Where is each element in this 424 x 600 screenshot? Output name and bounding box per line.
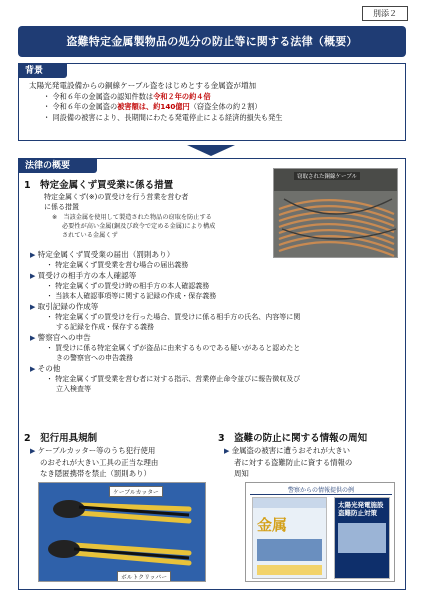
poster-big-text: 金属 xyxy=(257,516,288,534)
section2-text: のおそれが大きい工具の正当な理由 xyxy=(40,458,159,467)
annex-tag: 別添２ xyxy=(362,6,408,21)
tool2-label: ボルトクリッパー xyxy=(117,571,171,582)
cutter-tools-image xyxy=(39,483,206,582)
item-sub: ・ 特定金属くずの買受けを行った場合、買受けに係る相手方の氏名、内容等に関 xyxy=(46,313,301,321)
background-bullet: ・ 同設備の被害により、長期間にわたる発電停止による経済的損失も発生 xyxy=(43,112,283,122)
item-notification: ▶ 特定金属くず買受業の届出（罰則あり） xyxy=(30,250,175,259)
background-bullet: ・ 令和６年の金属盗の被害額は、約140億円（窃盗全体の約２割） xyxy=(43,102,262,111)
poster-side-panel xyxy=(334,497,390,579)
page-title: 盗難特定金属製物品の処分の防止等に関する法律（概要） xyxy=(18,26,406,57)
section2-title: 2 犯行用具規制 xyxy=(24,433,98,444)
section3-text: 周知 xyxy=(234,469,249,478)
section3-title: 3 盗難の防止に関する情報の周知 xyxy=(218,433,368,444)
down-arrow-icon xyxy=(187,145,235,156)
item-sub: 立入検査等 xyxy=(56,385,91,393)
law-overview-heading: 法律の概要 xyxy=(19,159,97,173)
section2-text: ▶ ケーブルカッター等のうち犯行使用 xyxy=(30,446,156,455)
section1-note: されている金属くず xyxy=(62,232,118,239)
section1-title: 1 特定金属くず買受業に係る措置 xyxy=(24,180,174,191)
background-lead: 太陽光発電設備からの銅線ケーブル盗をはじめとする金属盗が増加 xyxy=(29,81,257,90)
item-sub: きの警察官への申告義務 xyxy=(56,354,133,362)
photo1-caption: 窃取された銅線ケーブル xyxy=(294,172,360,180)
item-transaction-record: ▶ 取引記録の作成等 xyxy=(30,302,99,311)
background-heading: 背景 xyxy=(19,64,67,78)
item-sub: する記録を作成・保存する義務 xyxy=(56,323,154,331)
poster-side-text: 太陽光発電施設 盗難防止対策 xyxy=(338,501,384,517)
triangle-icon: ▶ xyxy=(224,447,230,455)
triangle-icon: ▶ xyxy=(30,303,36,311)
section1-note: 必要性が高い金属(銅及び政令で定める金属)により構成 xyxy=(62,223,216,230)
triangle-icon: ▶ xyxy=(30,365,36,373)
police-poster-image xyxy=(245,482,395,582)
triangle-icon: ▶ xyxy=(30,251,36,259)
background-bullet: ・ 令和６年の金属盗の認知件数は令和２年の約４倍 xyxy=(43,91,211,101)
item-other: ▶ その他 xyxy=(30,364,61,373)
tools-photo xyxy=(38,482,206,582)
triangle-icon: ▶ xyxy=(30,272,36,280)
background-section xyxy=(18,63,406,141)
triangle-icon: ▶ xyxy=(30,447,36,455)
item-sub: ・ 買受けに係る特定金属くずが盗品に由来するものである疑いがあると認めたと xyxy=(46,344,301,352)
tool1-label: ケーブルカッター xyxy=(109,486,163,497)
triangle-icon: ▶ xyxy=(30,334,36,342)
poster-flyer xyxy=(252,497,327,579)
poster-header: 警察からの情報提供の例 xyxy=(250,485,392,495)
cable-coil-image xyxy=(274,169,398,258)
item-sub: ・ 特定金属くず買受業を営む場合の届出義務 xyxy=(46,261,189,269)
section1-desc: 特定金属くず(※)の買受けを行う営業を営む者 xyxy=(44,193,189,201)
section1-note: ※ 当該金属を使用して製造された物品の窃取を防止する xyxy=(52,214,212,221)
item-sub: ・ 特定金属くず買受業を営む者に対する指示、営業停止命令並びに報告徴収及び xyxy=(46,375,301,383)
section3-text: 者に対する盗難防止に資する情報の xyxy=(234,458,353,467)
item-sub: ・ 特定金属くずの買受け時の相手方の本人確認義務 xyxy=(46,282,210,290)
section2-text: なき隠匿携帯を禁止（罰則あり） xyxy=(40,469,151,478)
stolen-cable-photo xyxy=(273,168,398,258)
section3-text: ▶ 金属盗の被害に遭うおそれが大きい xyxy=(224,446,351,455)
section1-desc: に係る措置 xyxy=(44,203,79,211)
item-sub: ・ 当該本人確認事項等に関する記録の作成・保存義務 xyxy=(46,292,217,300)
item-identity-check: ▶ 買受けの相手方の本人確認等 xyxy=(30,271,137,280)
item-police-report: ▶ 警察官への申告 xyxy=(30,333,91,342)
